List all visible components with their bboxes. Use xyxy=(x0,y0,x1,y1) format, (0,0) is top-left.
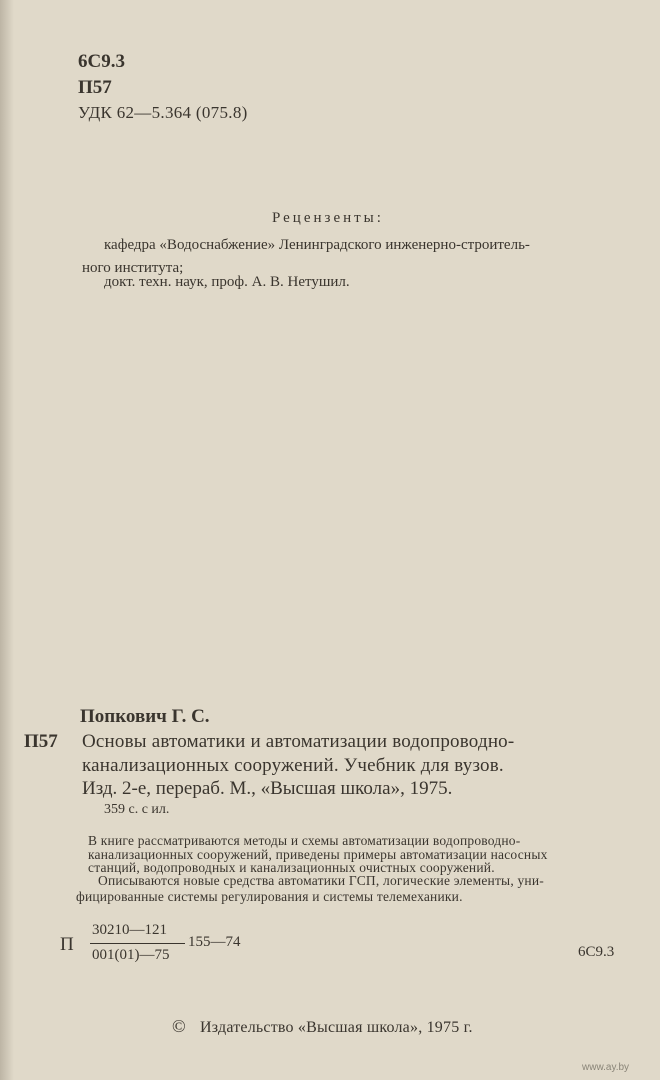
card-title-line: Основы автоматики и автоматизации водопроводно- xyxy=(82,731,515,752)
card-code-letter: П xyxy=(60,934,74,955)
card-abstract-line: канализационных сооружений, приведены примеры автоматизации насосных xyxy=(88,847,548,862)
card-bbk-code: 6С9.3 xyxy=(578,944,615,960)
card-index: П57 xyxy=(24,731,58,752)
page-edge-shadow xyxy=(0,0,14,1080)
card-abstract-line: Описываются новые средства автоматики ГСП, логические элементы, уни- xyxy=(98,873,544,888)
card-title-line: канализационных сооружений. Учебник для вузов. xyxy=(82,755,504,776)
copyright-icon: © xyxy=(172,1016,186,1036)
card-author: Попкович Г. С. xyxy=(80,706,210,727)
card-code-numerator: 30210—121 xyxy=(92,922,167,938)
udk-code: УДК 62—5.364 (075.8) xyxy=(78,103,248,122)
card-pages: 359 с. с ил. xyxy=(104,802,170,817)
card-abstract-line: В книге рассматриваются методы и схемы автоматизации водопроводно- xyxy=(88,833,521,848)
author-index: П57 xyxy=(78,77,112,98)
reviewers-line: ного института; xyxy=(82,260,184,276)
fraction-bar xyxy=(90,943,185,944)
reviewers-heading: Рецензенты: xyxy=(272,210,384,226)
reviewers-line: докт. техн. наук, проф. А. В. Нетушил. xyxy=(104,274,350,290)
bbk-code: 6С9.3 xyxy=(78,51,125,72)
card-abstract-line: станций, водопроводных и канализационных очистных сооружений. xyxy=(88,860,495,875)
watermark: www.ay.by xyxy=(582,1062,630,1073)
card-code-denominator: 001(01)—75 xyxy=(92,947,170,963)
card-title-line: Изд. 2-е, перераб. М., «Высшая школа», 1975. xyxy=(82,778,453,799)
copyright-text: Издательство «Высшая школа», 1975 г. xyxy=(200,1019,473,1036)
card-abstract-line: фицированные системы регулирования и системы телемеханики. xyxy=(76,889,463,904)
card-code-suffix: 155—74 xyxy=(188,934,241,950)
reviewers-line: кафедра «Водоснабжение» Ленинградского инженерно-строитель- xyxy=(104,237,530,253)
